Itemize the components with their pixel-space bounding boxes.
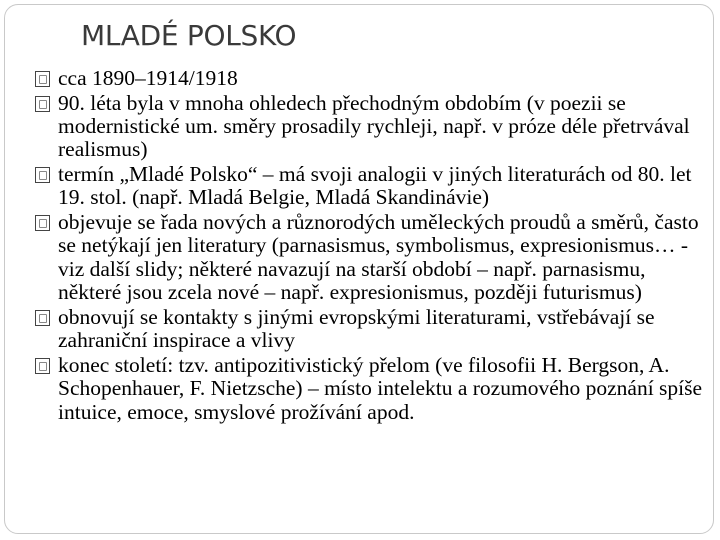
bullet-icon bbox=[35, 358, 50, 374]
list-item bbox=[33, 92, 705, 162]
bullet-text: objevuje se řada nových a různorodých uměleckých proudů a směrů, často se netýkají jen literatury (parnasismus, symbolismus, expresionismus… - viz další slidy; některé navazují na starší období – např. parnasismu, některé jsou zcela nové – např. expresionismus, později futurismus) bbox=[58, 210, 699, 305]
bullet-text: cca 1890–1914/1918 bbox=[58, 66, 238, 90]
bullet-icon bbox=[35, 167, 50, 183]
slide bbox=[4, 4, 714, 534]
list-item bbox=[33, 354, 705, 424]
bullet-icon bbox=[35, 71, 50, 87]
bullet-text: obnovují se kontakty s jinými evropskými literaturami, vstřebávají se zahraniční inspirace a vlivy bbox=[58, 304, 655, 353]
bullet-icon bbox=[35, 96, 50, 112]
bullet-text: konec století: tzv. antipozitivistický přelom (ve filosofii H. Bergson, A. Schopenhauer, F. Nietzsche) – místo intelektu a rozumového poznání spíše intuice, emoce, smyslové prožívání apod. bbox=[58, 352, 703, 424]
slide-title: MLADÉ POLSKO bbox=[81, 19, 297, 52]
bullet-list bbox=[33, 67, 705, 425]
list-item bbox=[33, 211, 705, 305]
list-item bbox=[33, 306, 705, 353]
list-item bbox=[33, 163, 705, 210]
bullet-text: termín „Mladé Polsko“ – má svoji analogii v jiných literaturách od 80. let 19. stol. (např. Mladá Belgie, Mladá Skandinávie) bbox=[58, 162, 692, 210]
list-item bbox=[33, 67, 705, 90]
bullet-icon bbox=[35, 310, 50, 326]
bullet-text: 90. léta byla v mnoha ohledech přechodným obdobím (v poezii se modernistické um. směry prosadily rychleji, např. v próze déle přetrvával realismus) bbox=[58, 90, 690, 162]
bullet-icon bbox=[35, 215, 50, 231]
